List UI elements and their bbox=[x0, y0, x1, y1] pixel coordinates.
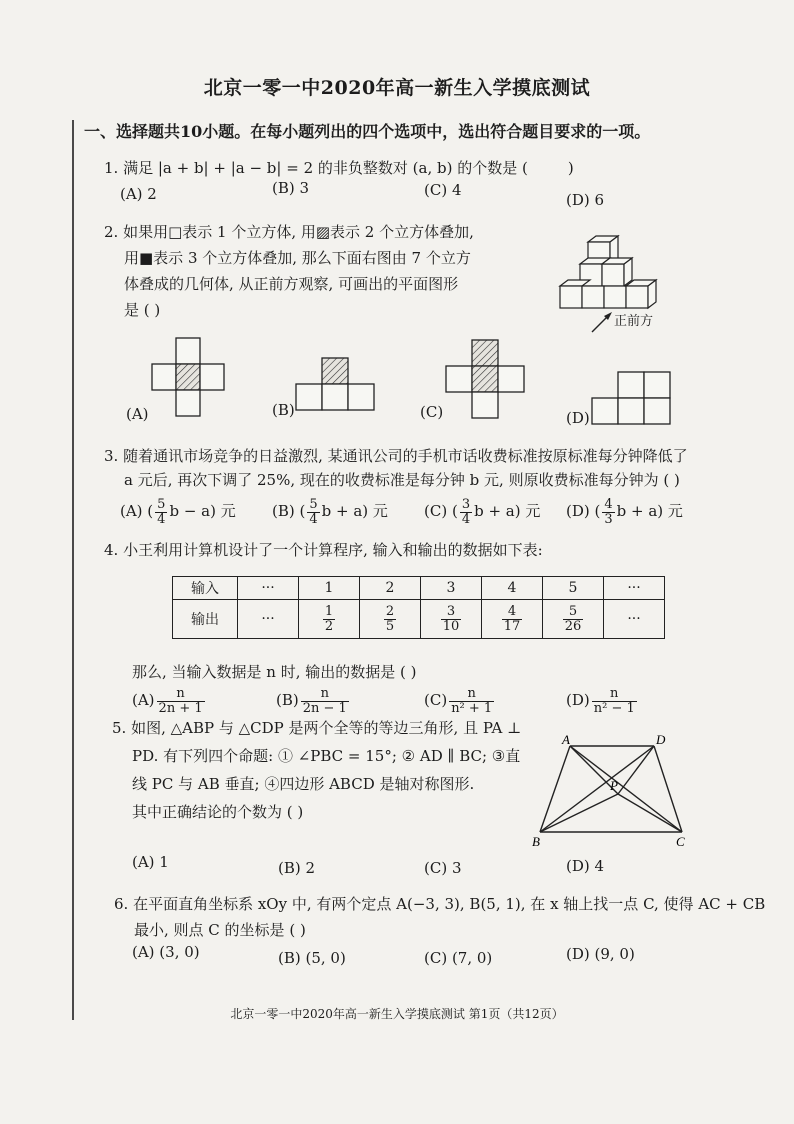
q3-stem-line2: a 元后, 再次下调了 25%, 现在的收费标准是每分钟 b 元, 则原收费标准每分钟为 ( ) bbox=[124, 471, 680, 489]
q1-option-b[interactable]: (B) 3 bbox=[272, 179, 310, 197]
q5-option-d[interactable]: (D) 4 bbox=[566, 857, 605, 875]
table-cell: ··· bbox=[604, 600, 665, 639]
q5-option-c[interactable]: (C) 3 bbox=[424, 859, 462, 877]
table-cell: ··· bbox=[238, 600, 299, 639]
q4-followup: 那么, 当输入数据是 n 时, 输出的数据是 ( ) bbox=[132, 663, 417, 681]
q6-option-c[interactable]: (C) (7, 0) bbox=[424, 949, 493, 967]
margin-line bbox=[72, 120, 74, 1020]
q6-option-d[interactable]: (D) (9, 0) bbox=[566, 945, 635, 963]
q4-stem: 4. 小王利用计算机设计了一个计算程序, 输入和输出的数据如下表: bbox=[104, 541, 543, 559]
vertex-label-p: P bbox=[610, 778, 618, 793]
q6-stem-line1: 6. 在平面直角坐标系 xOy 中, 有两个定点 A(−3, 3), B(5, 1), 在 x 轴上找一点 C, 使得 AC + CB bbox=[114, 895, 766, 913]
q5-option-a[interactable]: (A) 1 bbox=[132, 853, 169, 871]
q6-option-b[interactable]: (B) (5, 0) bbox=[278, 949, 346, 967]
q2-option-a[interactable]: (A) bbox=[126, 405, 149, 423]
q2-figure-c bbox=[446, 338, 536, 420]
q3-stem-line1: 3. 随着通讯市场竞争的日益激烈, 某通讯公司的手机市话收费标准按原标准每分钟降低了 bbox=[104, 447, 688, 465]
q3-option-b[interactable]: (B) ( $\frac{5}{4}$ b + a) 元 bbox=[272, 496, 388, 527]
q3-option-c[interactable]: (C) ( $\frac{3}{4}$ b + a) 元 bbox=[424, 496, 541, 527]
vertex-label-c: C bbox=[676, 834, 685, 849]
vertex-label-d: D bbox=[656, 732, 666, 747]
q6-stem-line2: 最小, 则点 C 的坐标是 ( ) bbox=[134, 921, 306, 939]
q5-stem-line2: PD. 有下列四个命题: ① ∠PBC = 15°; ② AD ∥ BC; ③直 bbox=[132, 747, 521, 765]
q6-option-a[interactable]: (A) (3, 0) bbox=[132, 943, 200, 961]
q4-option-c[interactable]: (C) $\frac{n}{\text{n² + 1}}$ bbox=[424, 685, 493, 716]
table-cell: 2 bbox=[360, 577, 421, 600]
q2-figure-a bbox=[152, 336, 242, 418]
table-cell: 1 bbox=[299, 577, 360, 600]
table-cell: ··· bbox=[604, 577, 665, 600]
page-footer: 北京一零一中2020年高一新生入学摸底测试 第1页（共12页） bbox=[230, 1007, 564, 1021]
table-cell: $\frac{5}{26}$ bbox=[543, 600, 604, 639]
q1-option-c[interactable]: (C) 4 bbox=[424, 181, 462, 199]
q1-stem: 1. 满足 |a + b| + |a − b| = 2 的非负整数对 (a, b) 的个数是 ( ) bbox=[104, 159, 574, 177]
table-cell: 4 bbox=[482, 577, 543, 600]
q1-option-a[interactable]: (A) 2 bbox=[120, 185, 157, 203]
q2-stem-line3: 体叠成的几何体, 从正前方观察, 可画出的平面图形 bbox=[124, 275, 459, 293]
table-cell: $\frac{2}{5}$ bbox=[360, 600, 421, 639]
q2-stem-line1: 2. 如果用□表示 1 个立方体, 用▨表示 2 个立方体叠加, bbox=[104, 223, 474, 241]
q2-stem-line2: 用■表示 3 个立方体叠加, 那么下面右图由 7 个立方 bbox=[124, 249, 471, 267]
q5-stem-line4: 其中正确结论的个数为 ( ) bbox=[132, 803, 304, 821]
section-heading: 一、选择题共10小题。在每小题列出的四个选项中，选出符合题目要求的一项。 bbox=[84, 122, 651, 141]
q2-option-c[interactable]: (C) bbox=[420, 403, 444, 421]
page-title: 北京一零一中2020年高一新生入学摸底测试 bbox=[203, 77, 591, 99]
q2-figure-d bbox=[592, 370, 682, 428]
table-cell: 3 bbox=[421, 577, 482, 600]
quadrilateral-figure bbox=[530, 734, 700, 852]
table-cell: 5 bbox=[543, 577, 604, 600]
q3-option-d[interactable]: (D) ( $\frac{4}{3}$ b + a) 元 bbox=[566, 496, 683, 527]
q1-option-d[interactable]: (D) 6 bbox=[566, 191, 605, 209]
q3-option-a[interactable]: (A) ( $\frac{5}{4}$ b − a) 元 bbox=[120, 496, 236, 527]
table-row-label-output: 输出 bbox=[173, 600, 238, 639]
io-table bbox=[172, 576, 665, 639]
vertex-label-a: A bbox=[562, 732, 570, 747]
q2-stem-line4: 是 ( ) bbox=[124, 301, 161, 319]
q5-option-b[interactable]: (B) 2 bbox=[278, 859, 316, 877]
q2-option-b[interactable]: (B) bbox=[272, 401, 295, 419]
table-cell: $\frac{4}{17}$ bbox=[482, 600, 543, 639]
q4-option-d[interactable]: (D) $\frac{n}{\text{n² − 1}}$ bbox=[566, 685, 635, 716]
table-cell: $\frac{3}{10}$ bbox=[421, 600, 482, 639]
q5-stem-line1: 5. 如图, △ABP 与 △CDP 是两个全等的等边三角形, 且 PA ⊥ bbox=[112, 719, 522, 737]
table-cell: $\frac{1}{2}$ bbox=[299, 600, 360, 639]
q2-option-d[interactable]: (D) bbox=[566, 409, 590, 427]
q2-figure-b bbox=[296, 356, 386, 414]
q4-option-b[interactable]: (B) $\frac{n}{2n - 1}$ bbox=[276, 685, 347, 716]
table-row-label-input: 输入 bbox=[173, 577, 238, 600]
front-direction-label: 正前方 bbox=[614, 314, 654, 329]
table-cell: ··· bbox=[238, 577, 299, 600]
q5-stem-line3: 线 PC 与 AB 垂直; ④四边形 ABCD 是轴对称图形. bbox=[132, 775, 475, 793]
vertex-label-b: B bbox=[532, 834, 540, 849]
q4-option-a[interactable]: (A) $\frac{n}{2n + 1}$ bbox=[132, 685, 203, 716]
